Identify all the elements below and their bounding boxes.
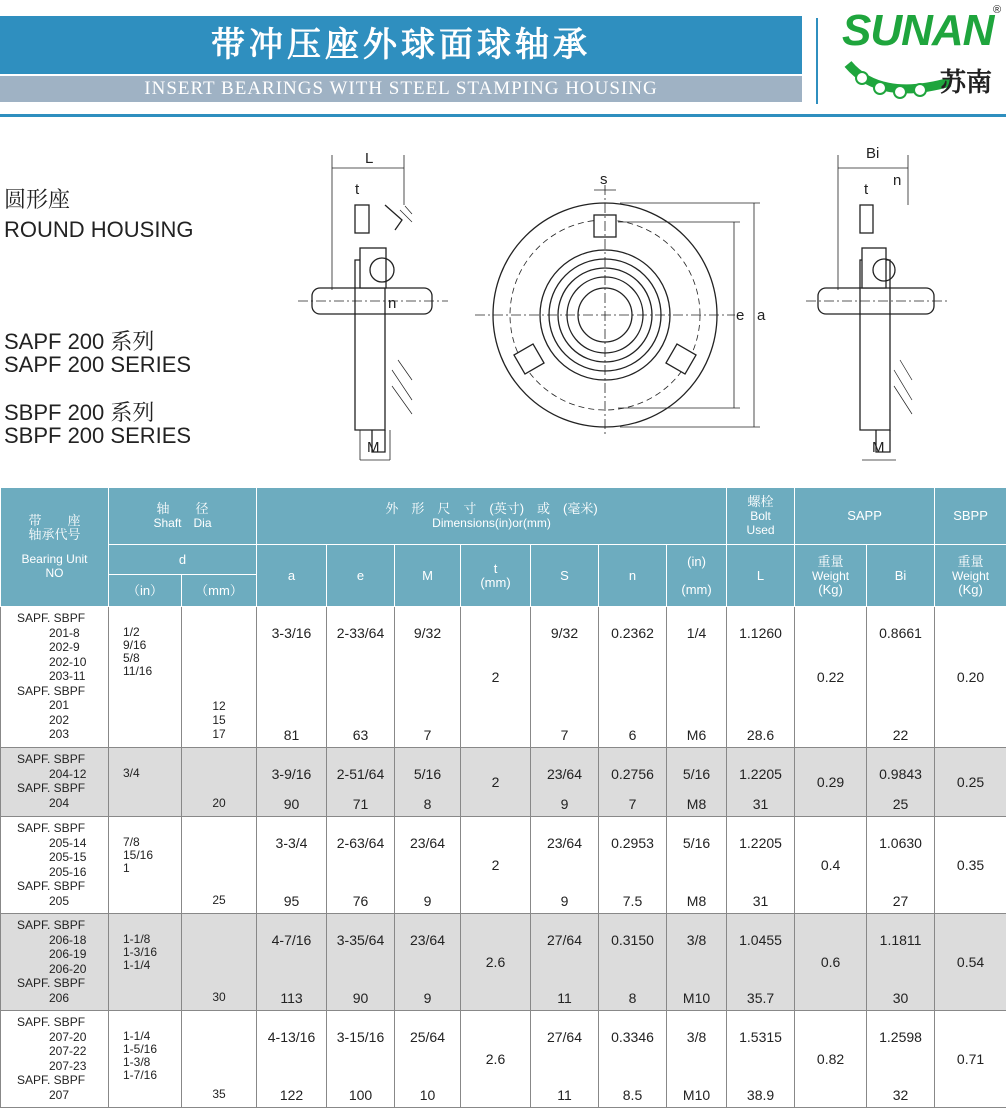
unit-no-text: 202	[1, 713, 69, 727]
unit-no-text: 202-10	[1, 655, 86, 669]
d-in-value: 1-3/8	[109, 1055, 150, 1069]
cell-a	[257, 748, 327, 817]
unit-no-text: SAPF. SBPF	[1, 918, 85, 932]
cell-S	[531, 914, 599, 1011]
cell-weight-sbpp	[935, 607, 1006, 748]
M-in: 23/64	[395, 835, 460, 851]
S-mm: 9	[531, 893, 598, 909]
e-mm: 63	[327, 727, 394, 743]
cell-weight-sapp	[795, 1011, 867, 1108]
e-mm: 76	[327, 893, 394, 909]
page-title: 带冲压座外球面球轴承	[0, 16, 802, 74]
cell-M	[395, 748, 461, 817]
unit-no-text: 206-20	[1, 962, 86, 976]
cell-d-mm	[182, 1011, 257, 1108]
side-view-left	[298, 155, 448, 460]
d-mm-value: 12	[182, 699, 256, 713]
bolt-mm: M6	[667, 727, 726, 743]
cell-d-mm	[182, 914, 257, 1011]
table-row	[1, 1011, 1006, 1108]
cell-a	[257, 1011, 327, 1108]
a-in: 4-7/16	[257, 932, 326, 948]
a-mm: 113	[257, 990, 326, 1006]
cell-M	[395, 914, 461, 1011]
n-mm: 8.5	[599, 1087, 666, 1103]
e-mm: 90	[327, 990, 394, 1006]
S-mm: 9	[531, 796, 598, 812]
page-subtitle: INSERT BEARINGS WITH STEEL STAMPING HOUSING	[0, 76, 802, 102]
table-row	[1, 748, 1006, 817]
e-in: 2-33/64	[327, 625, 394, 641]
cell-S	[531, 748, 599, 817]
bolt-mm: M10	[667, 990, 726, 1006]
label-s: s	[600, 171, 608, 188]
cell-Bi	[867, 748, 935, 817]
cell-M	[395, 607, 461, 748]
label-a: a	[757, 307, 766, 324]
e-in: 2-63/64	[327, 835, 394, 851]
t-value: 2.6	[461, 954, 530, 970]
label-t-right: t	[864, 181, 869, 198]
unit-no-text: 207-22	[1, 1044, 86, 1058]
cell-weight-sbpp	[935, 817, 1006, 914]
cell-e	[327, 607, 395, 748]
a-mm: 122	[257, 1087, 326, 1103]
d-in-value: 1-7/16	[109, 1068, 157, 1082]
bolt-in: 3/8	[667, 1029, 726, 1045]
weight-sbpp-value: 0.54	[935, 954, 1006, 970]
d-mm-value: 15	[182, 713, 256, 727]
unit-no-text: 206-18	[1, 933, 86, 947]
weight-sbpp-value: 0.25	[935, 774, 1006, 790]
bearing-drawings	[0, 130, 1006, 470]
d-mm-value: 35	[182, 1087, 256, 1101]
e-in: 3-35/64	[327, 932, 394, 948]
col-d-in: （in）	[109, 575, 182, 607]
cell-unit-no	[1, 914, 109, 1011]
label-M-left: M	[367, 439, 380, 456]
cell-unit-no	[1, 1011, 109, 1108]
d-mm-value: 17	[182, 727, 256, 741]
unit-no-text: 206-19	[1, 947, 86, 961]
t-value: 2	[461, 857, 530, 873]
L-mm: 28.6	[727, 727, 794, 743]
L-mm: 38.9	[727, 1087, 794, 1103]
e-in: 3-15/16	[327, 1029, 394, 1045]
cell-L	[727, 817, 795, 914]
unit-no-text: 203-11	[1, 669, 85, 683]
d-in-value: 1-1/8	[109, 932, 150, 946]
cell-d-mm	[182, 817, 257, 914]
bolt-in: 5/16	[667, 766, 726, 782]
cell-e	[327, 817, 395, 914]
weight-sapp-value: 0.29	[795, 774, 866, 790]
col-bolt-units: (in) (mm)	[667, 545, 727, 607]
col-M: M	[395, 545, 461, 607]
cell-a	[257, 607, 327, 748]
n-mm: 7.5	[599, 893, 666, 909]
housing-cn: 圆形座	[4, 183, 70, 214]
spec-table-body	[1, 607, 1006, 1108]
L-in: 1.1260	[727, 625, 794, 641]
cell-weight-sapp	[795, 607, 867, 748]
label-n-left: n	[388, 295, 396, 312]
cell-M	[395, 1011, 461, 1108]
cell-L	[727, 748, 795, 817]
Bi-in: 0.9843	[867, 766, 934, 782]
cell-n	[599, 607, 667, 748]
label-L: L	[365, 150, 373, 167]
d-mm-value: 20	[182, 796, 256, 810]
registered-mark: ®	[993, 4, 1001, 16]
col-d-mm: （mm）	[182, 575, 257, 607]
cell-t	[461, 914, 531, 1011]
cell-d-in	[109, 607, 182, 748]
d-in-value: 1-3/16	[109, 945, 157, 959]
cell-L	[727, 607, 795, 748]
S-mm: 11	[531, 1087, 598, 1103]
logo-text: SUNAN	[842, 6, 993, 56]
Bi-mm: 22	[867, 727, 934, 743]
col-dim-header: 外 形 尺 寸 (英寸) 或 (毫米) Dimensions(in)or(mm)	[257, 488, 727, 545]
weight-sbpp-value: 0.20	[935, 669, 1006, 685]
cell-n	[599, 914, 667, 1011]
col-unit-header: 带 座 轴承代号 Bearing Unit NO	[1, 488, 109, 607]
cell-d-in	[109, 1011, 182, 1108]
bolt-mm: M8	[667, 796, 726, 812]
unit-no-text: 201	[1, 698, 69, 712]
unit-no-text: 201-8	[1, 626, 80, 640]
unit-no-text: 206	[1, 991, 69, 1005]
bolt-in: 1/4	[667, 625, 726, 641]
weight-sbpp-value: 0.35	[935, 857, 1006, 873]
a-mm: 95	[257, 893, 326, 909]
cell-weight-sapp	[795, 748, 867, 817]
Bi-mm: 30	[867, 990, 934, 1006]
bolt-mm: M8	[667, 893, 726, 909]
M-in: 9/32	[395, 625, 460, 641]
S-mm: 7	[531, 727, 598, 743]
col-t: t (mm)	[461, 545, 531, 607]
Bi-mm: 32	[867, 1087, 934, 1103]
n-mm: 7	[599, 796, 666, 812]
n-in: 0.3150	[599, 932, 666, 948]
col-sbpp-header: SBPP	[935, 488, 1006, 545]
cell-Bi	[867, 1011, 935, 1108]
cell-L	[727, 1011, 795, 1108]
cell-S	[531, 817, 599, 914]
cell-bolt	[667, 1011, 727, 1108]
d-mm-value: 30	[182, 990, 256, 1004]
unit-no-text: SAPF. SBPF	[1, 611, 85, 625]
t-value: 2	[461, 774, 530, 790]
cell-a	[257, 914, 327, 1011]
cell-L	[727, 914, 795, 1011]
col-d: d	[109, 545, 257, 575]
L-in: 1.5315	[727, 1029, 794, 1045]
header-rule	[0, 114, 1006, 117]
cell-e	[327, 914, 395, 1011]
M-in: 25/64	[395, 1029, 460, 1045]
col-a: a	[257, 545, 327, 607]
logo-cn: 苏南	[940, 62, 992, 99]
a-mm: 90	[257, 796, 326, 812]
S-in: 27/64	[531, 1029, 598, 1045]
Bi-in: 1.2598	[867, 1029, 934, 1045]
col-e: e	[327, 545, 395, 607]
S-in: 27/64	[531, 932, 598, 948]
spec-table	[0, 487, 1006, 1108]
L-mm: 31	[727, 893, 794, 909]
cell-Bi	[867, 607, 935, 748]
col-bolt-header: 螺栓 Bolt Used	[727, 488, 795, 545]
unit-no-text: SAPF. SBPF	[1, 684, 85, 698]
n-in: 0.2756	[599, 766, 666, 782]
cell-bolt	[667, 748, 727, 817]
unit-no-text: SAPF. SBPF	[1, 781, 85, 795]
unit-no-text: 203	[1, 727, 69, 741]
d-in-value: 9/16	[109, 638, 146, 652]
Bi-mm: 27	[867, 893, 934, 909]
Bi-mm: 25	[867, 796, 934, 812]
cell-unit-no	[1, 817, 109, 914]
d-in-value: 15/16	[109, 848, 153, 862]
cell-d-mm	[182, 748, 257, 817]
d-in-value: 11/16	[109, 664, 152, 678]
col-L: L	[727, 545, 795, 607]
cell-M	[395, 817, 461, 914]
Bi-in: 0.8661	[867, 625, 934, 641]
col-S: S	[531, 545, 599, 607]
cell-unit-no	[1, 748, 109, 817]
cell-a	[257, 817, 327, 914]
cell-e	[327, 1011, 395, 1108]
series2-cn: SBPF 200 系列	[4, 396, 154, 427]
weight-sapp-value: 0.6	[795, 954, 866, 970]
cell-Bi	[867, 817, 935, 914]
col-weight-sapp: 重量 Weight (Kg)	[795, 545, 867, 607]
Bi-in: 1.1811	[867, 932, 934, 948]
unit-no-text: 205-16	[1, 865, 86, 879]
housing-en: ROUND HOUSING	[4, 217, 193, 243]
cell-d-mm	[182, 607, 257, 748]
cell-t	[461, 748, 531, 817]
table-row	[1, 817, 1006, 914]
cell-e	[327, 748, 395, 817]
cell-bolt	[667, 817, 727, 914]
n-mm: 8	[599, 990, 666, 1006]
e-mm: 100	[327, 1087, 394, 1103]
d-in-value: 5/8	[109, 651, 140, 665]
unit-no-text: 205	[1, 894, 69, 908]
cell-d-in	[109, 914, 182, 1011]
table-row	[1, 607, 1006, 748]
unit-no-text: 205-15	[1, 850, 86, 864]
cell-n	[599, 748, 667, 817]
cell-d-in	[109, 817, 182, 914]
L-mm: 35.7	[727, 990, 794, 1006]
e-mm: 71	[327, 796, 394, 812]
cell-weight-sbpp	[935, 914, 1006, 1011]
cell-d-in	[109, 748, 182, 817]
e-in: 2-51/64	[327, 766, 394, 782]
unit-no-text: 204	[1, 796, 69, 810]
unit-no-text: 205-14	[1, 836, 86, 850]
unit-no-text: 207-23	[1, 1059, 86, 1073]
cell-S	[531, 1011, 599, 1108]
n-in: 0.2362	[599, 625, 666, 641]
M-mm: 10	[395, 1087, 460, 1103]
d-in-value: 1-1/4	[109, 1029, 150, 1043]
M-in: 23/64	[395, 932, 460, 948]
n-in: 0.2953	[599, 835, 666, 851]
bolt-in: 3/8	[667, 932, 726, 948]
label-Bi: Bi	[866, 145, 879, 162]
weight-sbpp-value: 0.71	[935, 1051, 1006, 1067]
table-row	[1, 914, 1006, 1011]
d-in-value: 1-5/16	[109, 1042, 157, 1056]
n-in: 0.3346	[599, 1029, 666, 1045]
a-in: 3-3/16	[257, 625, 326, 641]
series2-en: SBPF 200 SERIES	[4, 423, 191, 449]
unit-no-text: SAPF. SBPF	[1, 976, 85, 990]
weight-sapp-value: 0.82	[795, 1051, 866, 1067]
unit-no-text: 207-20	[1, 1030, 86, 1044]
label-n-right: n	[893, 172, 901, 189]
cell-weight-sapp	[795, 914, 867, 1011]
cell-unit-no	[1, 607, 109, 748]
cell-bolt	[667, 914, 727, 1011]
col-weight-sbpp: 重量 Weight (Kg)	[935, 545, 1006, 607]
unit-no-text: 202-9	[1, 640, 80, 654]
cell-t	[461, 607, 531, 748]
header-divider	[816, 18, 818, 104]
col-shaft-header: 轴 径 Shaft Dia	[109, 488, 257, 545]
Bi-in: 1.0630	[867, 835, 934, 851]
a-in: 3-3/4	[257, 835, 326, 851]
M-in: 5/16	[395, 766, 460, 782]
series1-en: SAPF 200 SERIES	[4, 352, 191, 378]
unit-no-text: 204-12	[1, 767, 86, 781]
unit-no-text: SAPF. SBPF	[1, 1015, 85, 1029]
side-view-right	[806, 155, 948, 460]
n-mm: 6	[599, 727, 666, 743]
M-mm: 8	[395, 796, 460, 812]
label-t-left: t	[355, 181, 360, 198]
cell-n	[599, 817, 667, 914]
M-mm: 9	[395, 990, 460, 1006]
d-in-value: 3/4	[109, 766, 140, 780]
L-mm: 31	[727, 796, 794, 812]
a-mm: 81	[257, 727, 326, 743]
series1-cn: SAPF 200 系列	[4, 325, 154, 356]
d-in-value: 1/2	[109, 625, 140, 639]
d-mm-value: 25	[182, 893, 256, 907]
label-e: e	[736, 307, 744, 324]
front-view	[475, 185, 760, 435]
cell-weight-sapp	[795, 817, 867, 914]
cell-weight-sbpp	[935, 1011, 1006, 1108]
cell-t	[461, 817, 531, 914]
d-in-value: 1	[109, 861, 130, 875]
a-in: 3-9/16	[257, 766, 326, 782]
cell-S	[531, 607, 599, 748]
label-M-right: M	[872, 439, 885, 456]
unit-no-text: SAPF. SBPF	[1, 879, 85, 893]
col-n: n	[599, 545, 667, 607]
unit-no-text: SAPF. SBPF	[1, 821, 85, 835]
cell-bolt	[667, 607, 727, 748]
unit-no-text: 207	[1, 1088, 69, 1102]
cell-Bi	[867, 914, 935, 1011]
L-in: 1.0455	[727, 932, 794, 948]
L-in: 1.2205	[727, 766, 794, 782]
t-value: 2	[461, 669, 530, 685]
M-mm: 9	[395, 893, 460, 909]
unit-no-text: SAPF. SBPF	[1, 1073, 85, 1087]
cell-weight-sbpp	[935, 748, 1006, 817]
weight-sapp-value: 0.4	[795, 857, 866, 873]
weight-sapp-value: 0.22	[795, 669, 866, 685]
S-in: 23/64	[531, 766, 598, 782]
d-in-value: 1-1/4	[109, 958, 150, 972]
col-sapp-header: SAPP	[795, 488, 935, 545]
a-in: 4-13/16	[257, 1029, 326, 1045]
bolt-mm: M10	[667, 1087, 726, 1103]
d-in-value: 7/8	[109, 835, 140, 849]
t-value: 2.6	[461, 1051, 530, 1067]
L-in: 1.2205	[727, 835, 794, 851]
S-in: 9/32	[531, 625, 598, 641]
col-Bi: Bi	[867, 545, 935, 607]
S-in: 23/64	[531, 835, 598, 851]
cell-t	[461, 1011, 531, 1108]
M-mm: 7	[395, 727, 460, 743]
S-mm: 11	[531, 990, 598, 1006]
cell-n	[599, 1011, 667, 1108]
unit-no-text: SAPF. SBPF	[1, 752, 85, 766]
bolt-in: 5/16	[667, 835, 726, 851]
